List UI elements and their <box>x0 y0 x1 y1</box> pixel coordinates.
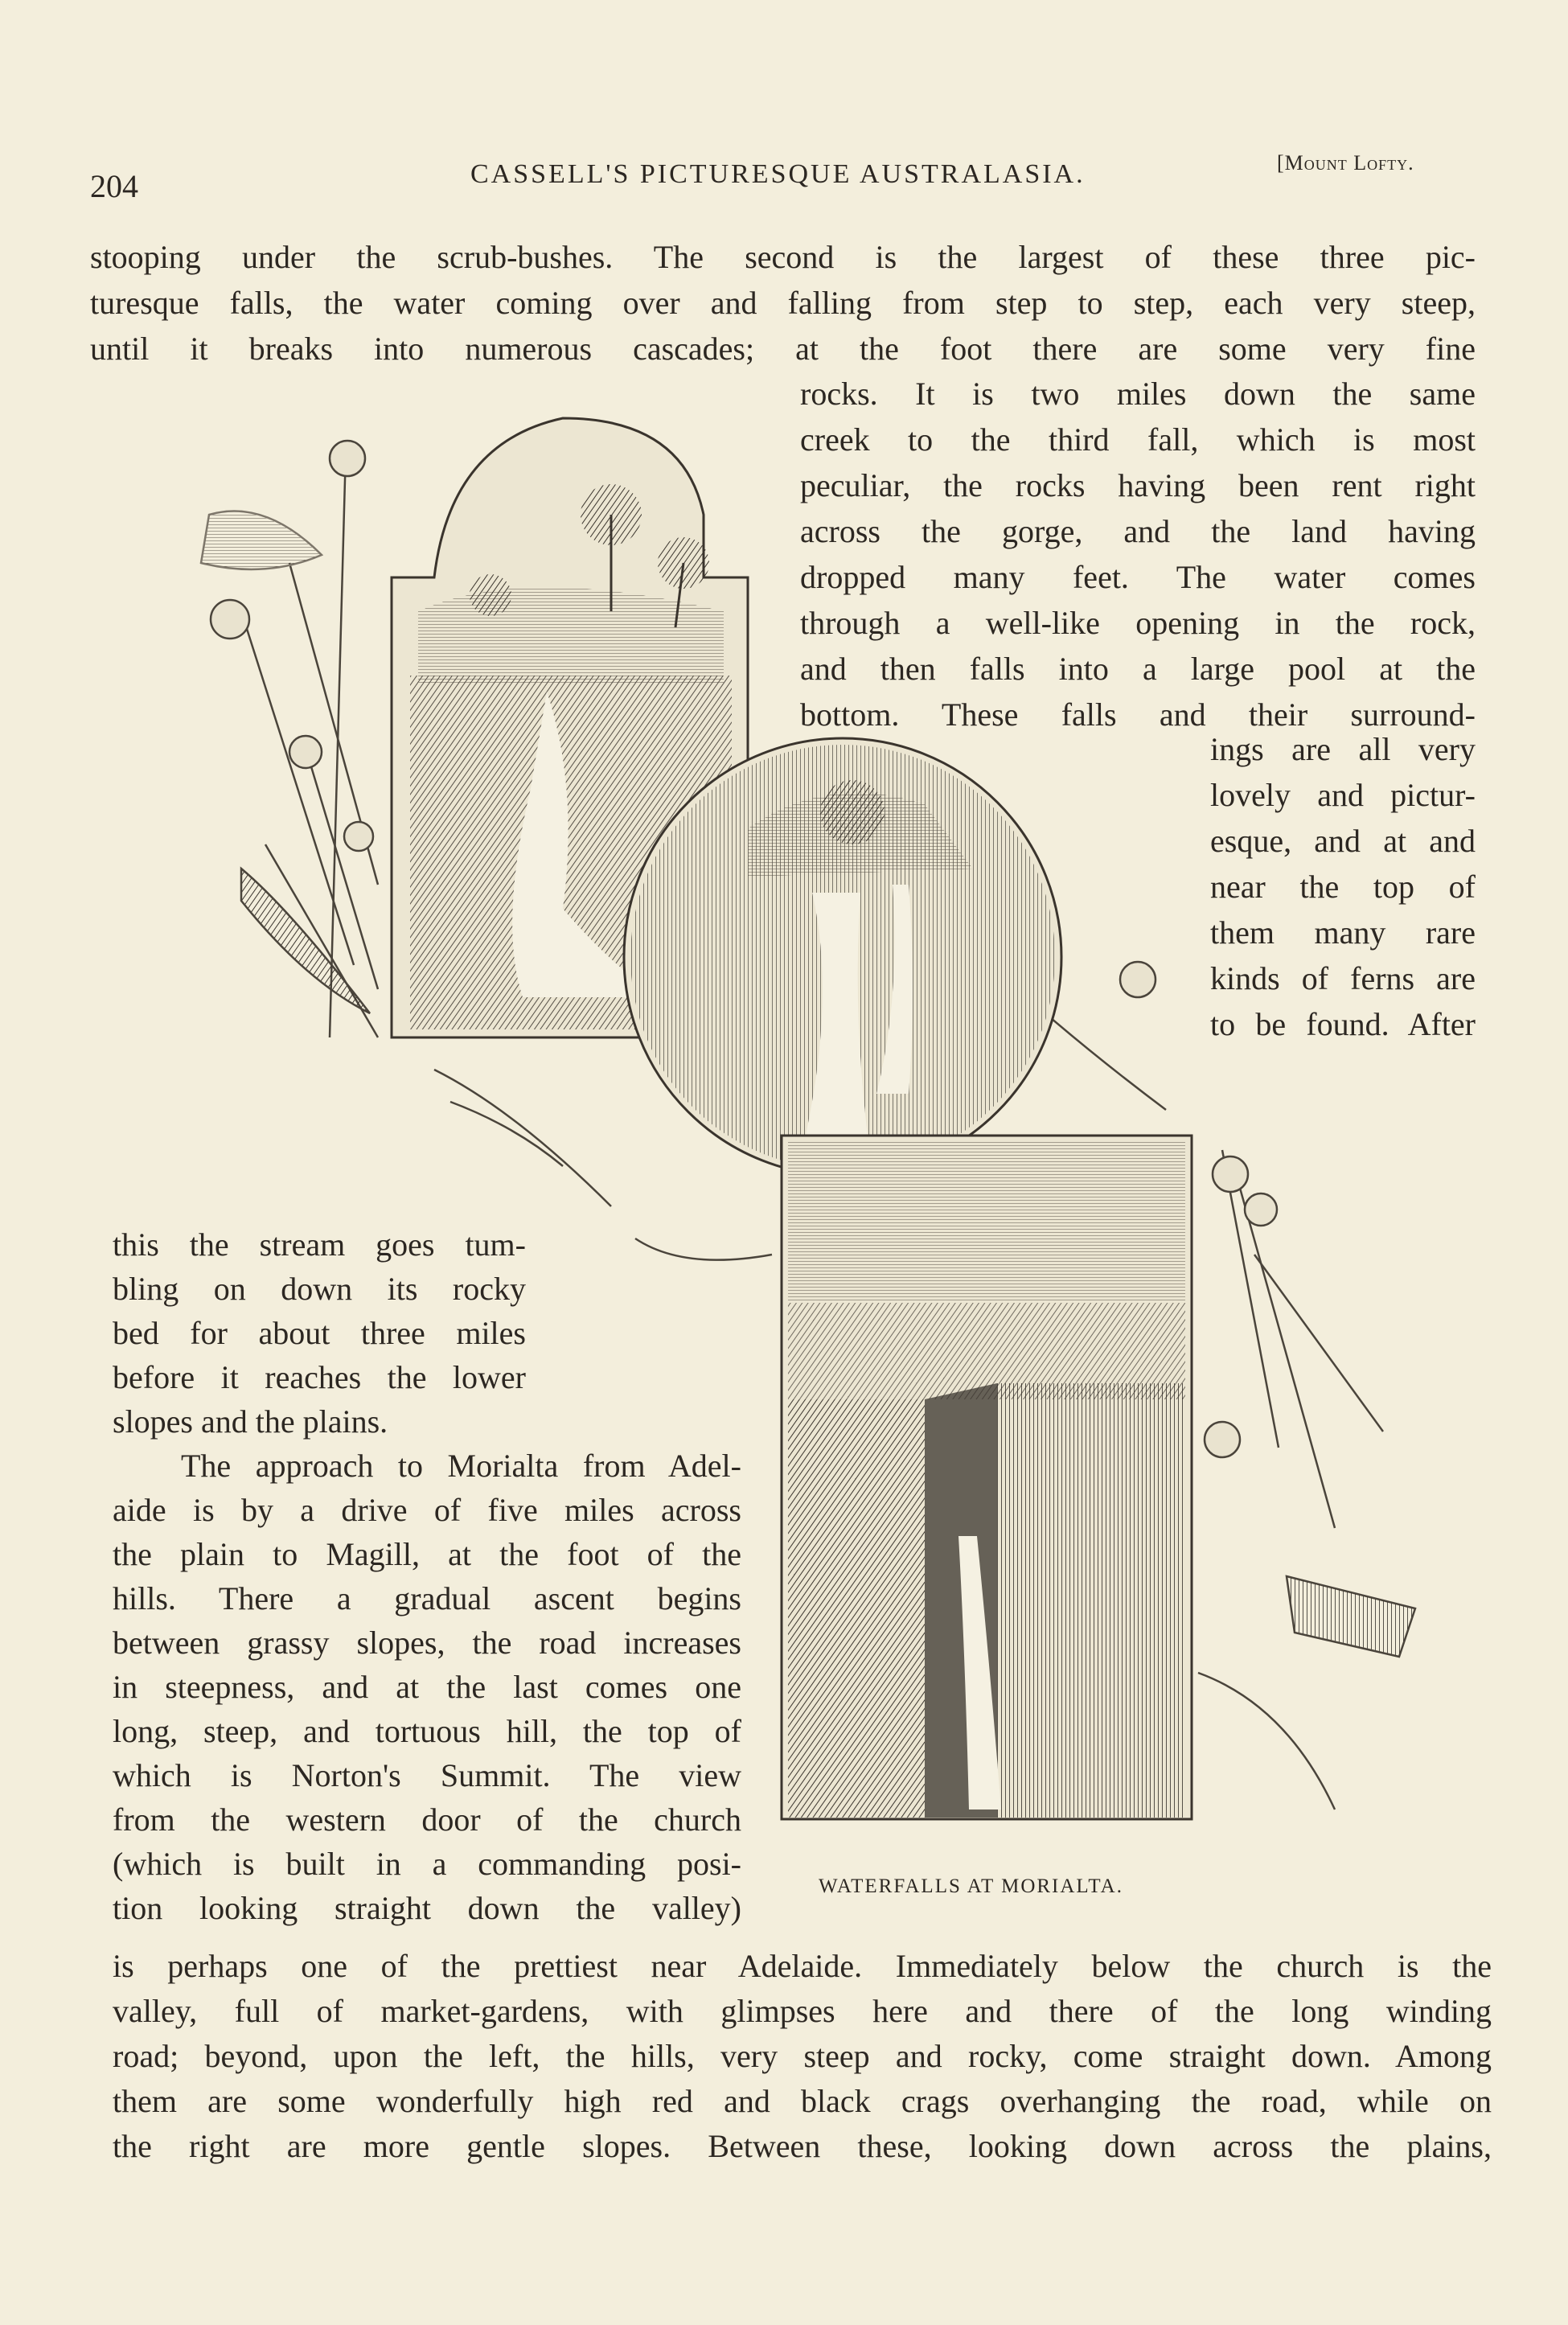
text-line: road; beyond, upon the left, the hills, very steep and rocky, come straight down. Among <box>113 2038 1492 2074</box>
text-line: in steepness, and at the last comes one <box>113 1669 741 1705</box>
illustration-caption: WATERFALLS AT MORIALTA. <box>819 1875 1123 1897</box>
text-line: them are some wonderfully high red and black crags overhanging the road, while on <box>113 2083 1492 2119</box>
section-heading: [Mount Lofty. <box>1277 151 1414 175</box>
text-line: aide is by a drive of five miles across <box>113 1492 741 1528</box>
text-line: kinds of ferns are <box>1210 960 1476 996</box>
third-falls-vignette <box>782 1136 1192 1819</box>
text-line: long, steep, and tortuous hill, the top of <box>113 1713 741 1749</box>
text-line: slopes and the plains. <box>113 1403 388 1440</box>
text-line: creek to the third fall, which is most <box>800 421 1476 458</box>
text-line: the plain to Magill, at the foot of the <box>113 1536 741 1572</box>
text-line: through a well-like opening in the rock, <box>800 605 1476 641</box>
text-line: bed for about three miles <box>113 1315 526 1351</box>
running-header <box>0 151 1568 204</box>
text-line: hills. There a gradual ascent begins <box>113 1580 741 1616</box>
text-line: esque, and at and <box>1210 823 1476 859</box>
text-line: rocks. It is two miles down the same <box>800 376 1476 412</box>
text-line: lovely and pictur- <box>1210 777 1476 813</box>
text-line: and then falls into a large pool at the <box>800 651 1476 687</box>
text-line: this the stream goes tum- <box>113 1226 526 1263</box>
text-line: bottom. These falls and their surround- <box>800 696 1476 733</box>
text-line: stooping under the scrub-bushes. The second is the largest of these three pic- <box>90 239 1476 275</box>
text-line: the right are more gentle slopes. Between these, looking down across the plains, <box>113 2128 1492 2164</box>
text-line: between grassy slopes, the road increases <box>113 1625 741 1661</box>
text-line: dropped many feet. The water comes <box>800 559 1476 595</box>
text-line: valley, full of market-gardens, with glimpses here and there of the long winding <box>113 1993 1492 2029</box>
running-title: CASSELL'S PICTURESQUE AUSTRALASIA. <box>470 159 1086 189</box>
text-line: before it reaches the lower <box>113 1359 526 1395</box>
text-line: across the gorge, and the land having <box>800 513 1476 549</box>
text-line: ings are all very <box>1210 731 1476 767</box>
text-line: tion looking straight down the valley) <box>113 1890 741 1926</box>
text-line: is perhaps one of the prettiest near Adelaide. Immediately below the church is the <box>113 1948 1492 1984</box>
page-number: 204 <box>90 168 138 204</box>
text-line: them many rare <box>1210 914 1476 951</box>
text-line: bling on down its rocky <box>113 1271 526 1307</box>
text-line: (which is built in a commanding posi- <box>113 1846 741 1882</box>
text-line: peculiar, the rocks having been rent right <box>800 467 1476 503</box>
text-line: from the western door of the church <box>113 1801 741 1838</box>
text-line: turesque falls, the water coming over and falling from step to step, each very steep, <box>90 285 1476 321</box>
second-falls-vignette <box>624 738 1061 1176</box>
text-line: to be found. After <box>1210 1006 1476 1042</box>
text-line: until it breaks into numerous cascades; at the foot there are some very fine <box>90 331 1476 367</box>
text-line: The approach to Morialta from Adel- <box>181 1448 741 1484</box>
text-line: near the top of <box>1210 869 1476 905</box>
text-line: which is Norton's Summit. The view <box>113 1757 741 1793</box>
left-foliage-decoration <box>201 441 378 1037</box>
